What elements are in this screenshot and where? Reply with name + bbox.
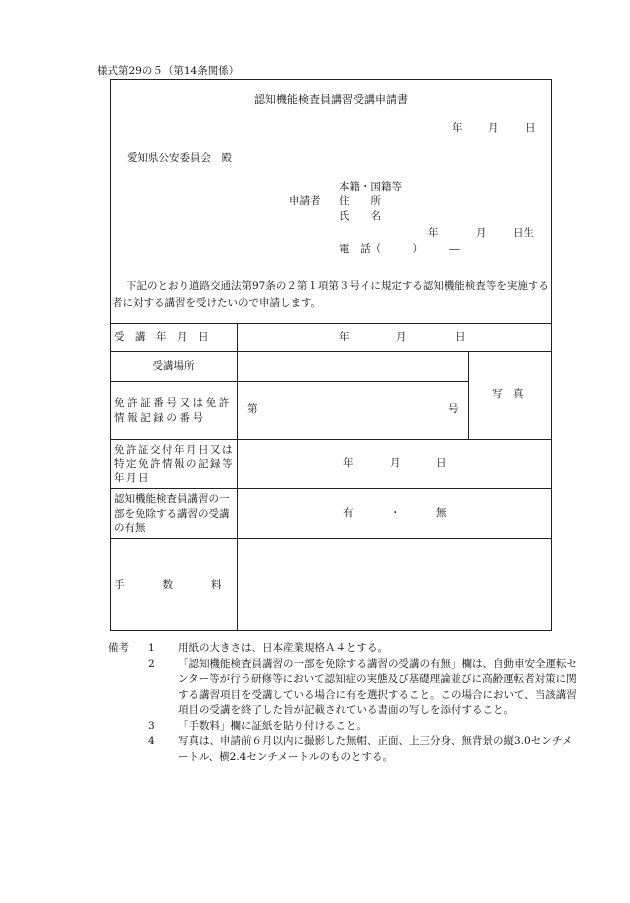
- phone-field[interactable]: 電 話（ ） ―: [339, 243, 460, 255]
- note-item: [108, 657, 578, 719]
- license-issue-month[interactable]: 月: [390, 457, 401, 469]
- course-venue-label: 受講場所: [152, 360, 195, 372]
- honseki-label: 本籍・国籍等: [339, 181, 402, 193]
- course-venue-field[interactable]: [238, 352, 468, 381]
- note-item: [108, 641, 578, 657]
- license-number-prefix: 第: [247, 403, 258, 415]
- notes-heading: 備考: [108, 642, 129, 654]
- note-number: 2: [148, 657, 155, 670]
- application-statement: 下記のとおり道路交通法第97条の２第１項第３号イに規定する認知機能検査等を実施する者に対する講習を受けたいので申請します。: [112, 280, 549, 309]
- application-date-year[interactable]: 年: [452, 122, 463, 134]
- application-date-month[interactable]: 月: [488, 122, 499, 134]
- application-date-day[interactable]: 日: [525, 122, 536, 134]
- license-issue-year[interactable]: 年: [343, 457, 354, 469]
- exemption-course-label: 認知機能検査員講習の一部を免除する講習の受講の有無: [114, 493, 230, 534]
- divider: [110, 381, 469, 382]
- license-number-field[interactable]: [262, 398, 442, 420]
- address-field[interactable]: 住 所: [339, 195, 381, 207]
- birth-year[interactable]: 年: [428, 227, 439, 239]
- note-text: 「認知機能検査員講習の一部を免除する講習の受講の有無」欄は、自動車安全運転センター等が行う研修等において認知症の実態及び基礎理論並びに高齢運転者対策に関する講習項目を受講している場合に有を選択すること。この場合において、当該講習項目の受講を終了した旨が記載されている書面の写しを添付すること。: [178, 657, 577, 716]
- fee-label: 手数料: [114, 579, 260, 591]
- name-field[interactable]: 氏 名: [339, 210, 381, 222]
- note-number: 3: [148, 719, 155, 732]
- fee-stamp-area[interactable]: [238, 539, 551, 630]
- photo-box[interactable]: [469, 352, 551, 439]
- birth-day[interactable]: 日生: [513, 227, 534, 239]
- course-date-month[interactable]: 月: [396, 331, 407, 343]
- license-number-label: 免許証番号又は免許情報記録の番号: [114, 397, 232, 424]
- form-number-label: 様式第29の５（第14条関係）: [97, 65, 240, 77]
- license-number-suffix: 号: [448, 403, 459, 415]
- course-date-label: 受講年月日: [114, 331, 219, 343]
- license-issue-date-label: 免許証交付年月日又は特定免許情報の記録等年月日: [114, 444, 234, 484]
- note-text: 写真は、申請前６月以内に撮影した無帽、正面、上三分身、無背景の縦3.0センチメートル、横2.4センチメートルのものとする。: [178, 735, 573, 763]
- form-title: 認知機能検査員講習受講申請書: [254, 93, 408, 106]
- note-number: 4: [148, 735, 155, 747]
- photo-label: 写 真: [492, 388, 524, 400]
- applicant-label: 申請者: [289, 195, 321, 207]
- license-issue-day[interactable]: 日: [436, 457, 447, 469]
- divider: [110, 488, 552, 489]
- notes-section: [108, 641, 578, 765]
- course-date-day[interactable]: 日: [455, 331, 466, 343]
- divider: [110, 439, 552, 440]
- exemption-no-option[interactable]: 無: [436, 507, 447, 519]
- note-text: 「手数料」欄に証紙を貼り付けること。: [178, 719, 367, 732]
- exemption-yes-option[interactable]: 有: [343, 507, 354, 519]
- divider: [110, 323, 552, 324]
- note-number: 1: [148, 642, 155, 654]
- note-text: 用紙の大きさは、日本産業規格Ａ４とする。: [178, 642, 388, 654]
- addressee: 愛知県公安委員会 殿: [127, 152, 232, 164]
- birth-month[interactable]: 月: [476, 227, 487, 239]
- separator-dot: ・: [390, 507, 401, 519]
- course-date-year[interactable]: 年: [339, 331, 350, 343]
- note-item: [108, 719, 578, 735]
- note-item: [108, 734, 578, 765]
